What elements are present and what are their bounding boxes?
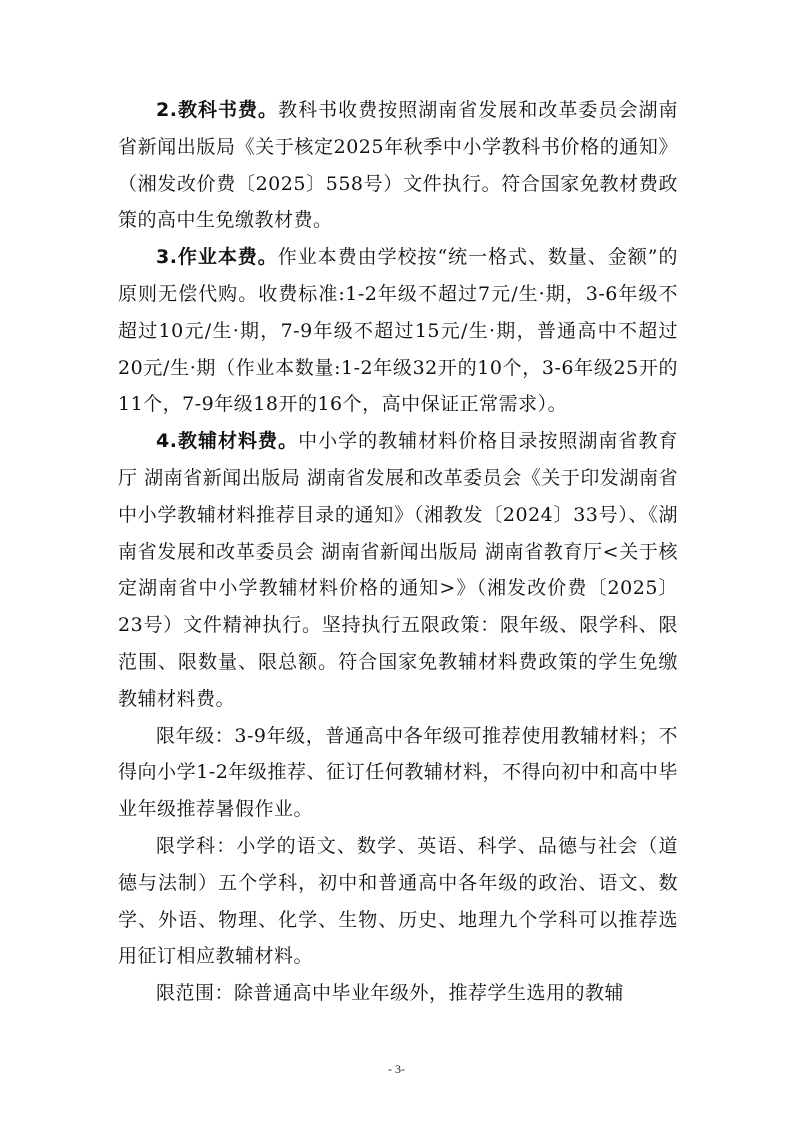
paragraph-textbook-fee: [118, 92, 678, 239]
paragraph-text: 限学科：小学的语文、数学、英语、科学、品德与社会（道德与法制）五个学科，初中和普通高中各年级的政治、语文、数学、外语、物理、化学、生物、历史、地理九个学科可以推荐选用征订相应教辅材料。: [118, 834, 678, 968]
paragraph-workbook-fee: [118, 239, 678, 423]
paragraph-heading: 4.教辅材料费。: [156, 430, 299, 453]
paragraph-subject-limit: [118, 828, 678, 975]
paragraph-heading: 3.作业本费。: [156, 246, 278, 269]
paragraph-text: 限范围：除普通高中毕业年级外，推荐学生选用的教辅: [156, 982, 625, 1005]
paragraph-grade-limit: [118, 718, 678, 828]
document-body: [118, 92, 678, 1012]
paragraph-text: 中小学的教辅材料价格目录按照湖南省教育厅 湖南省新闻出版局 湖南省发展和改革委员会《关于印发湖南省中小学教辅材料推荐目录的通知》（湘教发〔2024〕33号）、《湖南省发展和改革委员会 湖南省新闻出版局 湖南省教育厅<关于核定湖南省中小学教辅材料价格的通知>》（湘发改价费〔2025〕23号）文件精神执行。坚持执行五限政策：限年级、限学科、限范围、限数量、限总额。符合国家免教辅材料费政策的学生免缴教辅材料费。: [118, 430, 678, 710]
paragraph-text: 限年级：3-9年级，普通高中各年级可推荐使用教辅材料；不得向小学1-2年级推荐、征订任何教辅材料，不得向初中和高中毕业年级推荐暑假作业。: [118, 724, 678, 821]
paragraph-scope-limit: [118, 975, 678, 1012]
page-number: - 3-: [388, 1062, 405, 1076]
paragraph-supplementary-material-fee: [118, 423, 678, 717]
paragraph-heading: 2.教科书费。: [156, 99, 279, 121]
paragraph-text: 作业本费由学校按“统一格式、数量、金额”的原则无偿代购。收费标准:1-2年级不超过7元/生·期，3-6年级不超过10元/生·期，7-9年级不超过15元/生·期，普通高中不超过20元/生·期（作业本数量:1-2年级32开的10个，3-6年级25开的11个，7-9年级18开的16个，高中保证正常需求）。: [118, 246, 678, 416]
paragraph-text: 教科书收费按照湖南省发展和改革委员会湖南省新闻出版局《关于核定2025年秋季中小学教科书价格的通知》（湘发改价费〔2025〕558号）文件执行。符合国家免教材费政策的高中生免缴教材费。: [118, 99, 678, 232]
